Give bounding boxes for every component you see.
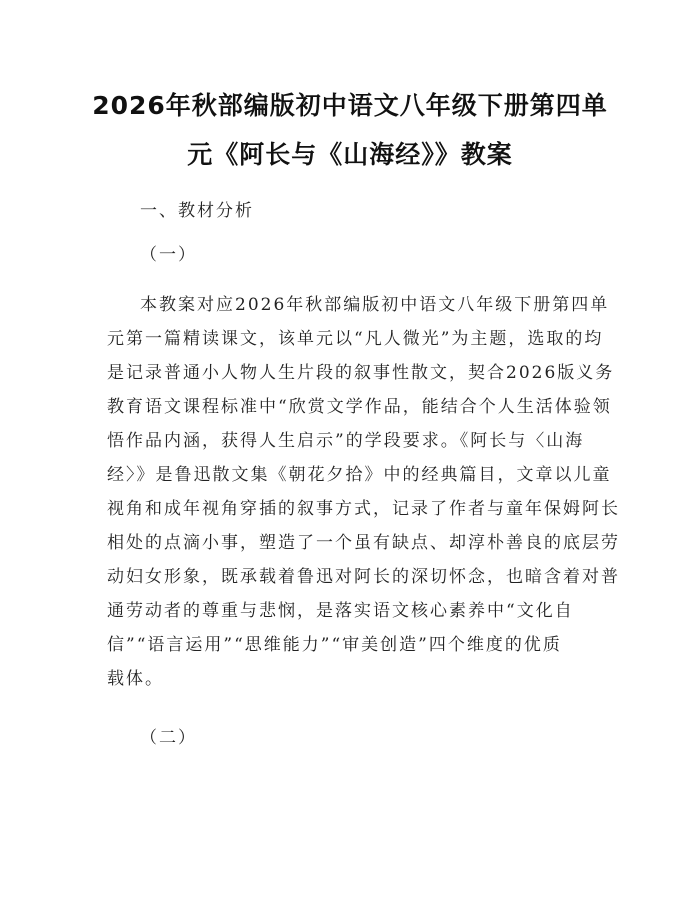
- paragraph-line: 通劳动者的尊重与悲悯，是落实语文核心素养中“文化自: [107, 601, 574, 621]
- paragraph-line: 是记录普通小人物人生片段的叙事性散文，契合2026版义务: [107, 363, 615, 383]
- paragraph-line: 动妇女形象，既承载着鲁迅对阿长的深切怀念，也暗含着对普: [107, 567, 620, 587]
- paragraph-line: 教育语文课程标准中“欣赏文学作品，能结合个人生活体验领: [107, 397, 612, 417]
- paragraph-line: 相处的点滴小事，塑造了一个虽有缺点、却淳朴善良的底层劳: [107, 533, 620, 553]
- paragraph-line: 元第一篇精读课文，该单元以“凡人微光”为主题，选取的均: [107, 329, 604, 349]
- subsection-heading-1: （一）: [140, 245, 197, 265]
- paragraph-line: 信”“语言运用”“思维能力”“审美创造”四个维度的优质: [107, 635, 562, 655]
- paragraph-line: 视角和成年视角穿插的叙事方式，记录了作者与童年保姆阿长: [107, 499, 620, 519]
- section-heading-textbook-analysis: 一、教材分析: [140, 201, 254, 221]
- paragraph-line: 载体。: [107, 669, 164, 689]
- paragraph-line: 经〉》是鲁迅散文集《朝花夕拾》中的经典篇目，文章以儿童: [107, 465, 612, 485]
- paragraph-line: 悟作品内涵，获得人生启示”的学段要求。《阿长与〈山海: [107, 431, 585, 451]
- document-title-line-1: 2026年秋部编版初中语文八年级下册第四单: [92, 91, 608, 120]
- subsection-heading-2: （二）: [140, 728, 197, 748]
- paragraph-line: 本教案对应2026年秋部编版初中语文八年级下册第四单: [140, 295, 610, 315]
- document-title-line-2: 元《阿长与《山海经》》教案: [187, 140, 513, 169]
